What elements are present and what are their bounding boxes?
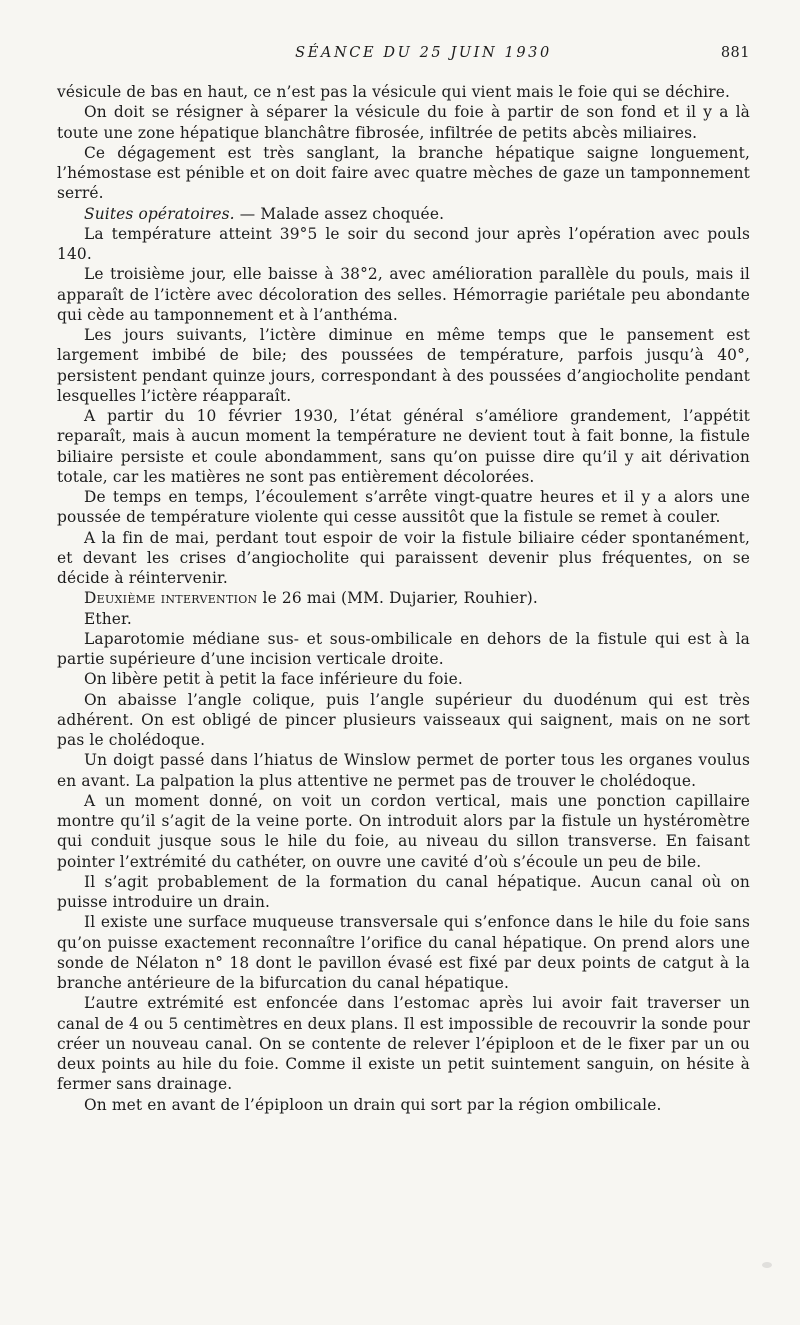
paragraph xyxy=(57,204,750,224)
paragraph: Un doigt passé dans l’hiatus de Winslow permet de porter tous les organes voulus en avant. La palpation la plus attentive ne permet pas de trouver le cholédoque. xyxy=(57,751,750,790)
page-number: 881 xyxy=(720,45,750,61)
paragraph: Les jours suivants, l’ictère diminue en même temps que le pansement est largement imbibé de bile; des poussées de température, parfois jusqu’à 40°, persistent pendant quinze jours, correspondant à des poussées d’angiocholite pendant lesquelles l’ictère réapparaît. xyxy=(57,326,750,405)
paragraph: vésicule de bas en haut, ce n’est pas la vésicule qui vient mais le foie qui se déchire. xyxy=(57,83,731,101)
paragraph: A la fin de mai, perdant tout espoir de voir la fistule biliaire céder spontanément, et devant les crises d’angiocholite qui paraissent devenir plus fréquentes, on se décide à réintervenir. xyxy=(57,528,750,587)
paragraph-text: — Malade assez choquée. xyxy=(234,204,445,223)
ink-smudge xyxy=(762,1262,772,1268)
paragraph: On libère petit à petit la face inférieure du foie. xyxy=(84,670,463,689)
paragraph: On doit se résigner à séparer la vésicule du foie à partir de son fond et il y a là toute une zone hépatique blanchâtre fibrosée, infiltrée de petits abcès miliaires. xyxy=(57,103,750,142)
paragraph: Le troisième jour, elle baisse à 38°2, avec amélioration parallèle du pouls, mais il apparaît de l’ictère avec décoloration des selles. Hémorragie pariétale peu abondante qui cède au tamponnement et à l’anthéma. xyxy=(57,265,750,324)
paragraph: A partir du 10 février 1930, l’état général s’améliore grandement, l’appétit reparaît, mais à aucun moment la température ne devient tout à fait bonne, la fistule biliaire persiste et coule abondamment, sans qu’on puisse dire qu’il y ait dérivation totale, car les matières ne sont pas entièrement décolorées. xyxy=(57,407,750,486)
article-body xyxy=(57,82,750,1115)
paragraph xyxy=(57,588,750,608)
paragraph: L’autre extrémité est enfoncée dans l’estomac après lui avoir fait traverser un canal de 4 ou 5 centimètres en deux plans. Il est impossible de recouvrir la sonde pour créer un nouveau canal. On se contente de relever l’épiploon et de le fixer par un ou deux points au hile du foie. Comme il existe un petit suintement sanguin, on hésite à fermer sans drainage. xyxy=(57,994,750,1094)
running-title: SÉANCE DU 25 JUIN 1930 xyxy=(295,45,552,61)
paragraph: Ce dégagement est très sanglant, la branche hépatique saigne longuement, l’hémostase est pénible et on doit faire avec quatre mèches de gaze un tamponnement serré. xyxy=(57,143,750,203)
paragraph: A un moment donné, on voit un cordon vertical, mais une ponction capillaire montre qu’il s’agit de la veine porte. On introduit alors par la fistule un hystéromètre qui conduit jusque sous le hile du foie, au niveau du sillon transverse. En faisant pointer l’extrémité du cathéter, on ouvre une cavité d’où s’écoule un peu de bile. xyxy=(57,791,750,871)
paragraph: La température atteint 39°5 le soir du second jour après l’opération avec pouls 140. xyxy=(57,224,750,263)
paragraph: Il existe une surface muqueuse transversale qui s’enfonce dans le hile du foie sans qu’on puisse exactement reconnaître l’orifice du canal hépatique. On prend alors une sonde de Nélaton n° 18 dont le pavillon évasé est fixé par deux points de catgut à la branche antérieure de la bifurcation du canal hépatique. xyxy=(57,913,750,992)
paragraph: Laparotomie médiane sus- et sous-ombilicale en dehors de la fistule qui est à la partie supérieure d’une incision verticale droite. xyxy=(57,629,750,668)
section-label: Deuxième intervention xyxy=(84,589,258,608)
paragraph: De temps en temps, l’écoulement s’arrête vingt-quatre heures et il y a alors une poussée de température violente qui cesse aussitôt que la fistule se remet à couler. xyxy=(57,488,750,527)
running-head xyxy=(57,40,750,70)
paragraph: On abaisse l’angle colique, puis l’angle supérieur du duodénum qui est très adhérent. On est obligé de pincer plusieurs vaisseaux qui saignent, mais on ne sort pas le cholédoque. xyxy=(57,690,750,749)
paragraph-text: le 26 mai (MM. Dujarier, Rouhier). xyxy=(257,589,538,608)
section-label: Suites opératoires. xyxy=(84,204,235,223)
paragraph: Ether. xyxy=(84,609,132,628)
paragraph: On met en avant de l’épiploon un drain qui sort par la région ombilicale. xyxy=(84,1095,662,1114)
paragraph: Il s’agit probablement de la formation du canal hépatique. Aucun canal où on puisse introduire un drain. xyxy=(57,872,750,911)
